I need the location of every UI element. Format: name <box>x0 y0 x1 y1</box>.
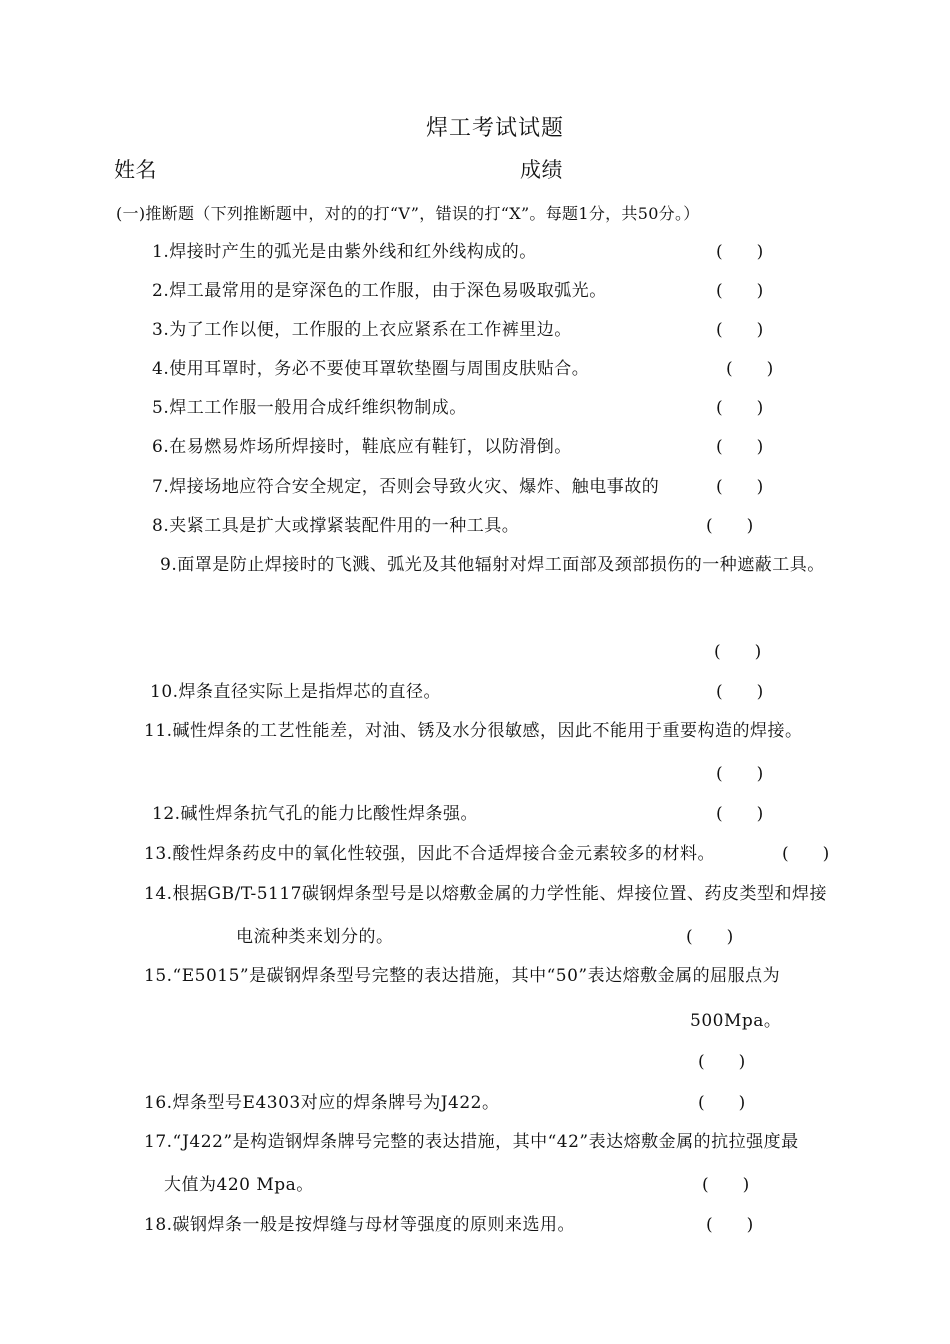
document-title: 焊工考试试题 <box>426 116 565 141</box>
question-15-continued: 500Mpa。 <box>690 1011 782 1031</box>
answer-blank-1[interactable]: ( ) <box>716 242 764 262</box>
answer-blank-4[interactable]: ( ) <box>726 359 774 379</box>
question-14-continued: 电流种类来划分的。 <box>236 927 394 947</box>
question-16: 16.焊条型号E4303对应的焊条牌号为J422。 <box>144 1093 500 1113</box>
answer-blank-12[interactable]: ( ) <box>716 804 764 824</box>
answer-blank-14[interactable]: ( ) <box>686 927 734 947</box>
question-12: 12.碱性焊条抗气孔的能力比酸性焊条强。 <box>152 804 479 824</box>
question-17-continued: 大值为420 Mpa。 <box>164 1175 314 1195</box>
answer-blank-5[interactable]: ( ) <box>716 398 764 418</box>
answer-blank-10[interactable]: ( ) <box>716 682 764 702</box>
answer-blank-2[interactable]: ( ) <box>716 281 764 301</box>
question-10: 10.焊条直径实际上是指焊芯的直径。 <box>150 682 442 702</box>
question-3: 3.为了工作以便，工作服的上衣应紧系在工作裤里边。 <box>152 320 572 340</box>
score-label: 成绩 <box>520 158 563 182</box>
question-15: 15.“E5015”是碳钢焊条型号完整的表达措施，其中“50”表达熔敷金属的屈服点为 <box>144 966 781 986</box>
question-8: 8.夹紧工具是扩大或撑紧装配件用的一种工具。 <box>152 516 520 536</box>
question-1: 1.焊接时产生的弧光是由紫外线和红外线构成的。 <box>152 242 537 262</box>
answer-blank-11[interactable]: ( ) <box>716 764 764 784</box>
question-5: 5.焊工工作服一般用合成纤维织物制成。 <box>152 398 467 418</box>
answer-blank-8[interactable]: ( ) <box>706 516 754 536</box>
question-6: 6.在易燃易炸场所焊接时，鞋底应有鞋钉，以防滑倒。 <box>152 437 572 457</box>
answer-blank-15[interactable]: ( ) <box>698 1052 746 1072</box>
question-4: 4.使用耳罩时，务必不要使耳罩软垫圈与周围皮肤贴合。 <box>152 359 590 379</box>
answer-blank-9[interactable]: ( ) <box>714 642 762 662</box>
question-13: 13.酸性焊条药皮中的氧化性较强，因此不合适焊接合金元素较多的材料。 <box>144 844 716 864</box>
question-17: 17.“J422”是构造钢焊条牌号完整的表达措施，其中“42”表达熔敷金属的抗拉强度最 <box>144 1132 799 1152</box>
question-2: 2.焊工最常用的是穿深色的工作服，由于深色易吸取弧光。 <box>152 281 607 301</box>
answer-blank-16[interactable]: ( ) <box>698 1093 746 1113</box>
answer-blank-3[interactable]: ( ) <box>716 320 764 340</box>
answer-blank-17[interactable]: ( ) <box>702 1175 750 1195</box>
question-11: 11.碱性焊条的工艺性能差，对油、锈及水分很敏感，因此不能用于重要构造的焊接。 <box>144 721 803 741</box>
answer-blank-7[interactable]: ( ) <box>716 477 764 497</box>
question-18: 18.碳钢焊条一般是按焊缝与母材等强度的原则来选用。 <box>144 1215 576 1235</box>
question-14: 14.根据GB/T-5117碳钢焊条型号是以熔敷金属的力学性能、焊接位置、药皮类型和焊接 <box>144 884 827 904</box>
answer-blank-18[interactable]: ( ) <box>706 1215 754 1235</box>
section-header: (一)推断题（下列推断题中，对的的打“V”，错误的打“X”。每题1分，共50分。） <box>116 204 700 223</box>
answer-blank-13[interactable]: ( ) <box>782 844 830 864</box>
question-9: 9.面罩是防止焊接时的飞溅、弧光及其他辐射对焊工面部及颈部损伤的一种遮蔽工具。 <box>160 555 825 575</box>
answer-blank-6[interactable]: ( ) <box>716 437 764 457</box>
question-7: 7.焊接场地应符合安全规定，否则会导致火灾、爆炸、触电事故的 <box>152 477 660 497</box>
name-label: 姓名 <box>114 158 157 182</box>
